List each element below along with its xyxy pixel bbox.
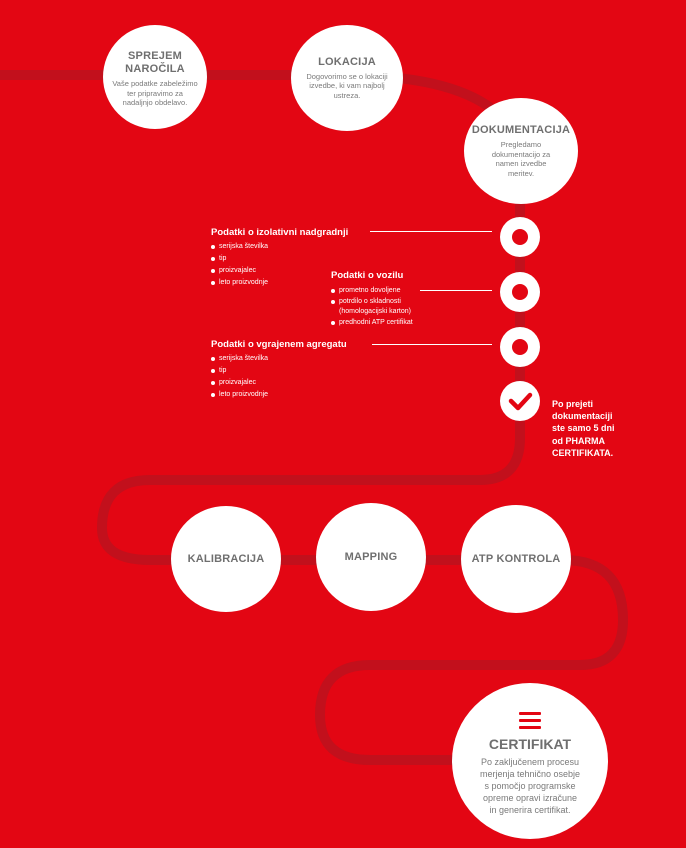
documentation-note: Po prejeti dokumentaciji ste samo 5 dni od PHARMA CERTIFIKATA. — [552, 399, 615, 458]
list-item: proizvajalec — [211, 377, 347, 389]
list-item: tip — [211, 365, 347, 377]
list-item: proizvajalec — [211, 265, 348, 277]
detail-group-agregat — [211, 339, 347, 401]
check-icon — [500, 381, 540, 421]
connector-line — [372, 344, 492, 345]
step-title: SPREJEM NAROČILA — [125, 50, 185, 76]
certificate-description: Po zaključenem procesu merjenja tehnično osebje s pomočjo programske opreme opravi izračune in generira certifikat. — [479, 757, 581, 815]
step-sprejem-narocila — [103, 25, 207, 129]
step-title: ATP KONTROLA — [471, 552, 561, 565]
detail-title: Podatki o izolativni nadgradnji — [211, 227, 349, 238]
list-item: predhodni ATP certifikat — [331, 318, 413, 328]
list-item: serijska številka — [211, 353, 347, 365]
step-title: LOKACIJA — [318, 55, 376, 68]
timeline-dot — [500, 272, 540, 312]
detail-group-nadgradnja — [211, 227, 348, 289]
detail-list — [211, 241, 348, 289]
list-item: prometno dovoljene — [331, 286, 413, 296]
connector-line — [420, 290, 492, 291]
menu-lines-icon — [519, 712, 541, 730]
step-description: Pregledamo dokumentacijo za namen izvedbe meritev. — [491, 140, 551, 178]
step-title: MAPPING — [344, 550, 398, 563]
connector-line — [370, 231, 492, 232]
step-title: DOKUMENTACIJA — [471, 124, 571, 136]
step-dokumentacija — [464, 98, 578, 204]
list-item: tip — [211, 253, 348, 265]
step-certifikat — [452, 683, 608, 839]
certificate-title: CERTIFIKAT — [488, 736, 572, 752]
list-item: leto proizvodnje — [211, 389, 347, 401]
step-kalibracija — [171, 506, 281, 612]
detail-list — [211, 353, 347, 401]
step-mapping — [316, 503, 426, 611]
timeline-dot — [500, 327, 540, 367]
step-description: Dogovorimo se o lokaciji izvedbe, ki vam najbolj ustreza. — [306, 71, 388, 100]
timeline-dot — [500, 217, 540, 257]
step-atp-kontrola — [461, 505, 571, 613]
step-lokacija — [291, 25, 403, 131]
step-title: KALIBRACIJA — [187, 552, 265, 565]
detail-title: Podatki o vozilu — [331, 270, 404, 281]
detail-group-vozilo — [331, 270, 413, 329]
detail-title: Podatki o vgrajenem agregatu — [211, 339, 347, 350]
step-description: Vaše podatke zabeležimo ter pripravimo za nadaljnjo obdelavo. — [112, 79, 198, 108]
detail-list — [331, 286, 413, 327]
list-item: potrdilo o skladnosti (homologacijski karton) — [331, 297, 413, 316]
list-item: serijska številka — [211, 241, 348, 253]
list-item: leto proizvodnje — [211, 277, 348, 289]
